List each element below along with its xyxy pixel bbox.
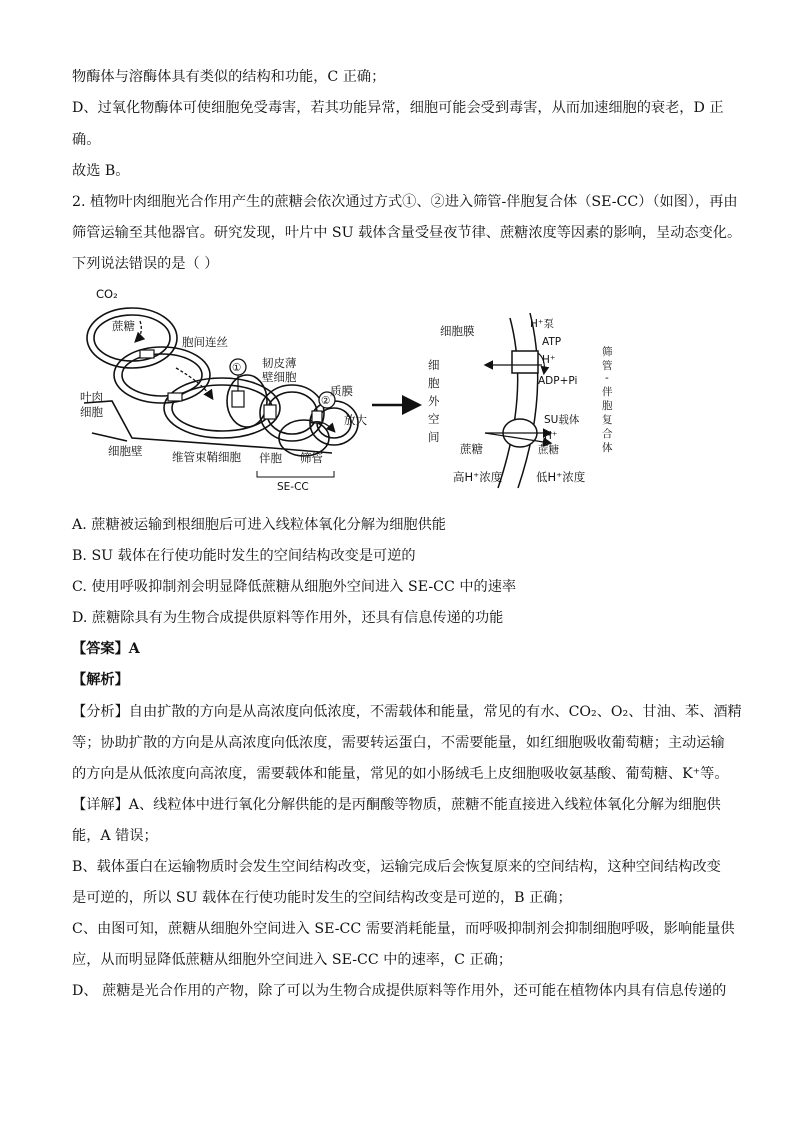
- question-line: 下列说法错误的是（ ）: [72, 256, 219, 272]
- outside-label: 空: [428, 412, 440, 426]
- question-line: 筛管运输至其他器官。研究发现，叶片中 SU 载体含量受昼夜节律、蔗糖浓度等因素的影响，呈动态变化。: [72, 225, 742, 241]
- sieve-label: 筛管: [300, 451, 323, 465]
- secc-vertical-label: 胞: [602, 400, 613, 412]
- analysis-line: 等；协助扩散的方向是从高浓度向低浓度，需要转运蛋白，不需要能量，如红细胞吸收葡萄糖；主动运输: [72, 735, 725, 751]
- adp-pi-label: ADP+Pi: [538, 375, 578, 387]
- way1-label: ①: [232, 362, 242, 374]
- co2-label: CO₂: [96, 287, 118, 301]
- analysis-label: 【解析】: [72, 672, 129, 688]
- su-carrier-label: SU载体: [544, 414, 580, 426]
- secc-vertical-label: 体: [602, 442, 613, 454]
- companion-label: 伴胞: [259, 451, 282, 465]
- secc-label: SE-CC: [277, 481, 309, 493]
- h-pump-label: H⁺泵: [530, 318, 554, 330]
- sucrose-right-label: 蔗糖: [538, 444, 559, 456]
- mesophyll-label: 叶肉: [80, 390, 103, 404]
- sucrose-transport-diagram: [72, 283, 712, 493]
- secc-vertical-label: 复: [602, 414, 613, 426]
- analysis-line: B、载体蛋白在运输物质时会发生空间结构改变，运输完成后会恢复原来的空间结构，这种空间结构改变: [72, 859, 721, 875]
- option-c: C. 使用呼吸抑制剂会明显降低蔗糖从细胞外空间进入 SE-CC 中的速率: [72, 579, 517, 595]
- analysis-line: 能，A 错误；: [72, 828, 158, 844]
- outside-label: 间: [428, 430, 440, 444]
- secc-vertical-label: 管: [602, 360, 613, 372]
- enlarge-label: 放大: [344, 413, 367, 427]
- bundle-sheath-label: 维管束鞘细胞: [172, 450, 241, 464]
- text-line: 故选 B。: [72, 163, 130, 179]
- answer-label: 【答案】A: [72, 641, 140, 657]
- outside-label: 胞: [428, 376, 440, 390]
- option-a: A. 蔗糖被运输到根细胞后可进入线粒体氧化分解为细胞供能: [72, 517, 446, 533]
- text-line: 确。: [72, 132, 101, 148]
- text-line: D、过氧化物酶体可使细胞免受毒害，若其功能异常，细胞可能会受到毒害，从而加速细胞的衰老，D 正: [72, 100, 724, 116]
- analysis-line: 【分析】自由扩散的方向是从高浓度向低浓度，不需载体和能量，常见的有水、CO₂、O₂、甘油、苯、酒精: [72, 704, 742, 720]
- question-line: 2. 植物叶肉细胞光合作用产生的蔗糖会依次通过方式①、②进入筛管-伴胞复合体（SE-CC）（如图），再由: [72, 194, 738, 210]
- outside-label: 细: [428, 358, 440, 372]
- analysis-line: 应，从而明显降低蔗糖从细胞外空间进入 SE-CC 中的速率，C 正确；: [72, 952, 513, 968]
- option-d: D. 蔗糖除具有为生物合成提供原料等作用外，还具有信息传递的功能: [72, 610, 504, 626]
- secc-vertical-label: 合: [602, 428, 613, 440]
- analysis-line: 是可逆的，所以 SU 载体在行使功能时发生的空间结构改变是可逆的，B 正确；: [72, 890, 572, 906]
- mesophyll-label: 细胞: [80, 405, 103, 419]
- sucrose-label: 蔗糖: [112, 319, 135, 333]
- phloem-label: 壁细胞: [262, 370, 297, 384]
- high-h-label: 高H⁺浓度: [453, 470, 503, 484]
- cell-wall-label: 细胞壁: [108, 444, 143, 458]
- h-plus-label: H⁺: [542, 354, 556, 366]
- text-line: 物酶体与溶酶体具有类似的结构和功能，C 正确；: [72, 69, 386, 85]
- phloem-label: 韧皮薄: [262, 356, 297, 370]
- way2-label: ②: [321, 395, 331, 407]
- h-plus-label: H⁺: [544, 430, 558, 442]
- outside-label: 外: [428, 394, 440, 408]
- plasmodesmata-label: 胞间连丝: [182, 335, 228, 349]
- secc-vertical-label: 筛: [602, 346, 613, 358]
- option-b: B. SU 载体在行使功能时发生的空间结构改变是可逆的: [72, 548, 416, 564]
- plasma-membrane-label: 质膜: [330, 384, 353, 398]
- low-h-label: 低H⁺浓度: [536, 470, 586, 484]
- cell-membrane-label: 细胞膜: [440, 324, 475, 338]
- analysis-line: 【详解】A、线粒体中进行氧化分解供能的是丙酮酸等物质，蔗糖不能直接进入线粒体氧化分解为细胞供: [72, 797, 721, 813]
- sucrose-left-label: 蔗糖: [460, 442, 483, 456]
- analysis-line: 的方向是从低浓度向高浓度，需要载体和能量，常见的如小肠绒毛上皮细胞吸收氨基酸、葡萄糖、K⁺等。: [72, 766, 729, 782]
- secc-vertical-label: -: [605, 372, 609, 384]
- secc-vertical-label: 伴: [602, 386, 613, 398]
- atp-label: ATP: [542, 336, 562, 348]
- analysis-line: C、由图可知，蔗糖从细胞外空间进入 SE-CC 需要消耗能量，而呼吸抑制剂会抑制细胞呼吸，影响能量供: [72, 921, 735, 937]
- analysis-line: D、 蔗糖是光合作用的产物，除了可以为生物合成提供原料等作用外，还可能在植物体内具有信息传递的: [72, 983, 727, 999]
